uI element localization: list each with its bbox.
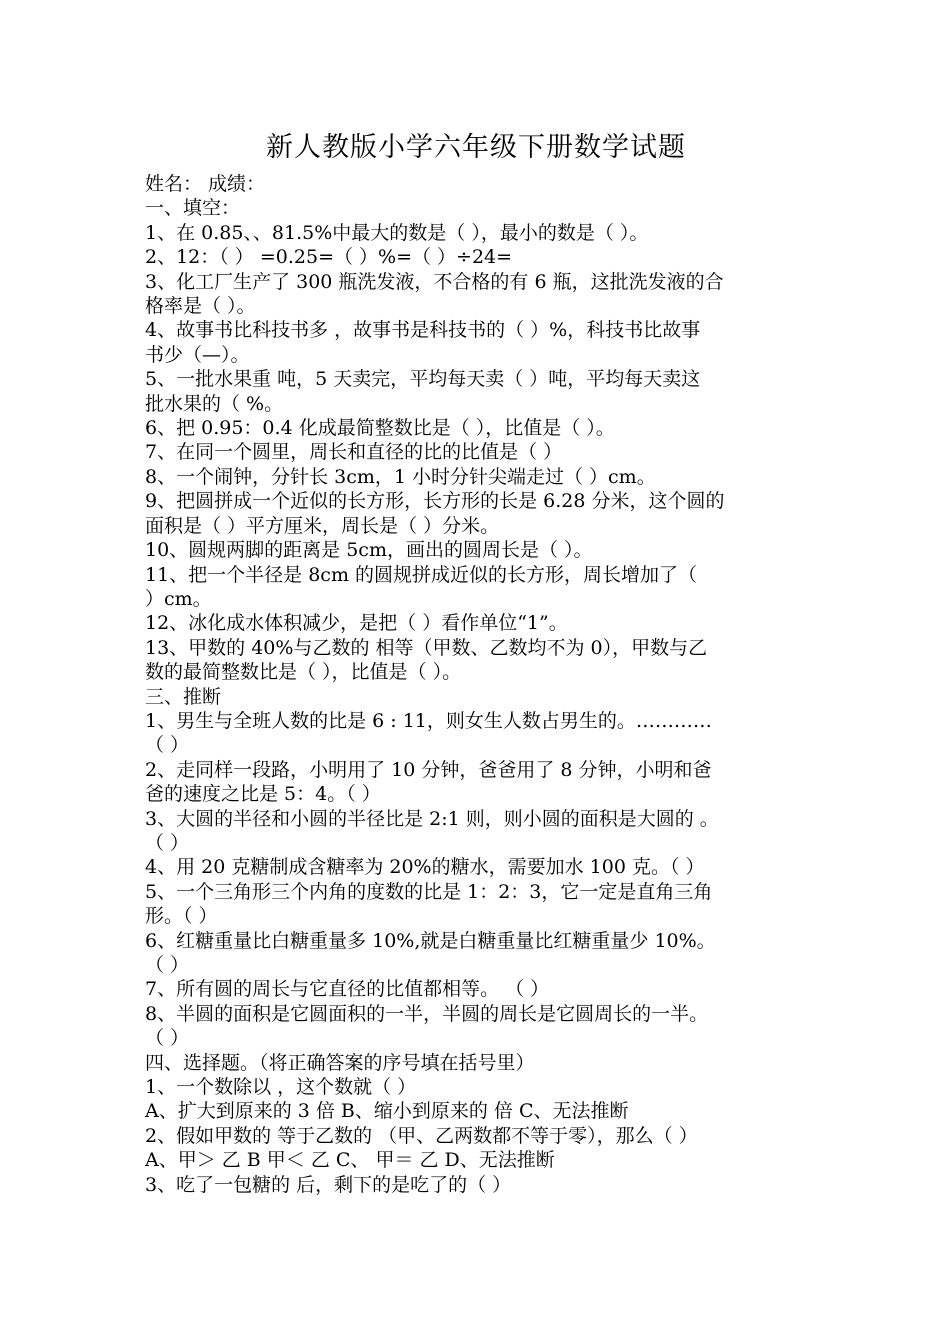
- text-line: 姓名： 成绩：: [145, 173, 266, 195]
- text-line: 1、一个数除以 ，这个数就（ ）: [145, 1076, 417, 1099]
- text-line: 13、甲数的 40%与乙数的 相等（甲数、乙数均不为 0），甲数与乙: [145, 636, 708, 659]
- text-line: 8、一个闹钟，分针长 3cm，1 小时分针尖端走过（ ）cm。: [145, 465, 656, 488]
- text-line: 7、所有圆的周长与它直径的比值都相等。 （ ）: [145, 978, 550, 1001]
- text-line: 1、男生与全班人数的比是 6 : 11，则女生人数占男生的。…………: [145, 709, 712, 732]
- text-line: A、扩大到原来的 3 倍 B、缩小到原来的 倍 C、无法推断: [145, 1100, 629, 1123]
- text-line: 3、化工厂生产了 300 瓶洗发液，不合格的有 6 瓶，这批洗发液的合: [145, 270, 724, 293]
- text-line: 2、走同样一段路，小明用了 10 分钟，爸爸用了 8 分钟，小明和爸: [145, 758, 712, 781]
- section-heading: 一、填空：: [145, 197, 241, 220]
- text-line: 1、在 0.85、、81.5%中最大的数是（ ），最小的数是（ ）。: [145, 221, 649, 244]
- text-line: 爸的速度之比是 5：4。（ ）: [145, 783, 381, 806]
- text-line: 形。（ ）: [145, 905, 218, 928]
- exam-body: [145, 172, 807, 1197]
- exam-page: [145, 130, 807, 1197]
- text-line: （ ）: [145, 1027, 190, 1050]
- text-line: 7、在同一个圆里，周长和直径的比的比值是（ ）: [145, 441, 563, 464]
- text-line: 2、12：（ ） =0.25=（ ）%=（ ）÷24=: [145, 246, 513, 269]
- page-title: 新人教版小学六年级下册数学试题: [266, 132, 686, 163]
- text-line: 11、把一个半径是 8cm 的圆规拼成近似的长方形，周长增加了（: [145, 563, 698, 586]
- text-line: A、甲＞ 乙 B 甲＜ 乙 C、 甲＝ 乙 D、无法推断: [145, 1149, 555, 1172]
- text-line: 6、红糖重量比白糖重量多 10%,就是白糖重量比红糖重量少 10%。: [145, 929, 716, 952]
- text-line: 书少（—）。: [145, 343, 250, 366]
- text-line: 数的最简整数比是（ ），比值是（ ）。: [145, 661, 462, 684]
- text-line: （ ）: [145, 954, 190, 976]
- text-line: （ ）: [145, 831, 190, 854]
- text-line: 9、把圆拼成一个近似的长方形，长方形的长是 6.28 分米，这个圆的: [145, 490, 725, 513]
- text-line: 5、一批水果重 吨，5 天卖完，平均每天卖（ ）吨，平均每天卖这: [145, 368, 701, 391]
- text-line: 5、一个三角形三个内角的度数的比是 1：2：3，它一定是直角三角: [145, 880, 713, 903]
- text-line: 3、大圆的半径和小圆的半径比是 2:1 则，则小圆的面积是大圆的 。: [145, 807, 719, 830]
- section-heading: 三、推断: [145, 685, 222, 708]
- text-line: 12、冰化成水体积减少，是把（ ）看作单位“1”。: [145, 612, 568, 635]
- text-line: 6、把 0.95：0.4 化成最简整数比是（ ），比值是（ ）。: [145, 417, 615, 440]
- text-line: 面积是（ ）平方厘米，周长是（ ）分米。: [145, 514, 500, 537]
- text-line: 10、圆规两脚的距离是 5cm，画出的圆周长是（ ）。: [145, 539, 593, 562]
- text-line: 格率是（ ）。: [145, 295, 256, 318]
- text-line: 8、半圆的面积是它圆面积的一半，半圆的周长是它圆周长的一半。: [145, 1002, 709, 1025]
- text-line: 批水果的（ %。: [145, 392, 284, 415]
- section-heading: 四、选择题。（将正确答案的序号填在括号里）: [145, 1051, 535, 1074]
- text-line: （ ）: [145, 734, 190, 757]
- text-line: 2、假如甲数的 等于乙数的 （甲、乙两数都不等于零），那么（ ）: [145, 1124, 698, 1147]
- text-line: 4、用 20 克糖制成含糖率为 20%的糖水，需要加水 100 克。（ ）: [145, 856, 705, 879]
- text-line: 4、故事书比科技书多 ，故事书是科技书的（ ）%，科技书比故事: [145, 319, 701, 342]
- text-line: 3、吃了一包糖的 后，剩下的是吃了的（ ）: [145, 1173, 512, 1196]
- text-line: ）cm。: [145, 587, 212, 610]
